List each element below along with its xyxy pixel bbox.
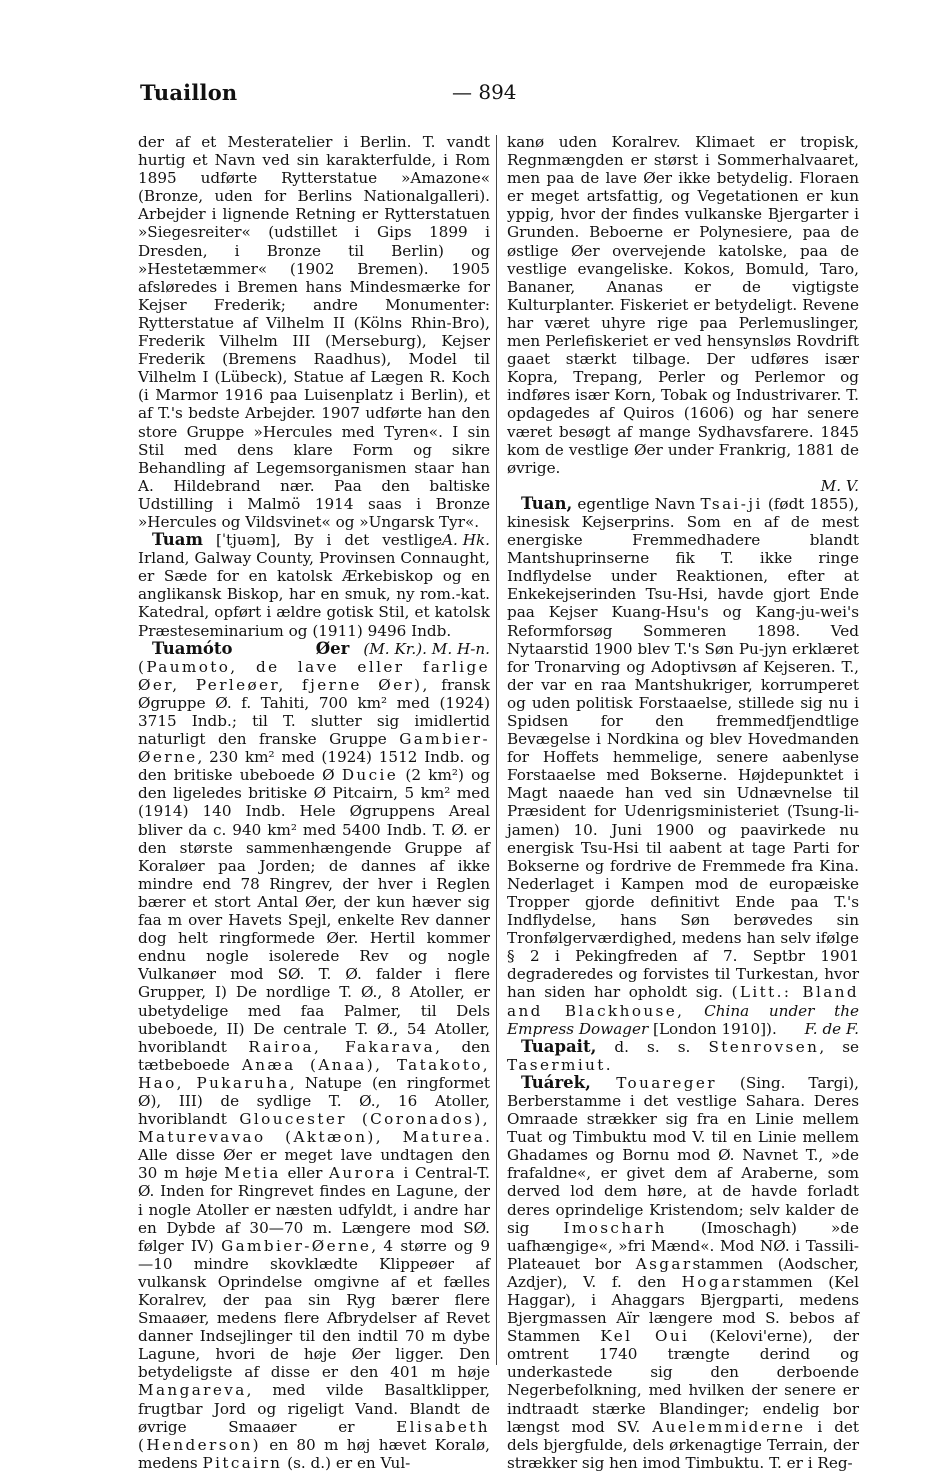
spaced-name: Aurora: [329, 1164, 397, 1183]
spaced-name: Gambier-Øerne: [221, 1236, 372, 1255]
entry-headword: Tuárek,: [521, 1072, 591, 1092]
literature-ref: (Litt.: Bland and Blackhouse,: [507, 983, 860, 1020]
alt-names: Touareger: [590, 1073, 717, 1092]
entry-text: (Kelovi'erne), der omtrent 1740 trængte derind og underkastede sig den derboende Negerbefolkning, med hvilken der senere er indtraadt stærke Blandinger; endelig bor længst mod SV.: [507, 1327, 859, 1436]
entry-text: , 230 km² med (1924) 1512 Indb. og den britiske ubeboede Ø: [138, 748, 490, 785]
entry-signature: M. V.: [820, 476, 859, 495]
spaced-name: Pitcairn: [202, 1453, 283, 1472]
entry-signature: (M. Kr.). M. H-n.: [363, 639, 490, 658]
spaced-name: Kel Oui: [600, 1327, 690, 1346]
spaced-name: Hogar: [681, 1272, 743, 1291]
entry-text: [London 1910]).: [648, 1019, 777, 1038]
spaced-name: Imoscharh: [563, 1218, 667, 1237]
entry-text: stammen (Kel Haggar), i Ahaggars Bjergparti, medens Bjergmassen Aïr længere mod S. bebos af Stammen: [507, 1272, 860, 1346]
entry-text: , den tætbeboede: [138, 1037, 490, 1074]
right-column: [507, 133, 859, 1472]
entry-headword: Tuamóto Øer: [152, 638, 350, 658]
spaced-name: Tsai-ji: [700, 494, 763, 513]
entry-text: (Imoschagh) »de uafhængige«, »fri Mænd«. Mod NØ. i Tassili-Plateauet bor: [507, 1218, 859, 1273]
spaced-name: Elisabeth (Henderson): [138, 1417, 490, 1454]
entry-text: stammen (Aodscher, Azdjer), V. f. den: [507, 1254, 859, 1291]
entry-text: [ˈtjuəm], By i det vestlige Irland, Galway County, Provinsen Connaught, er Sæde for en katolsk Ærkebiskop og en anglikansk Biskop, har en smuk, ny rom.-kat. Katedral, opført i ældre gotisk Stil, et katolsk Præsteseminarium og (1911) 9496 Indb.: [138, 531, 490, 640]
entry-text: .: [605, 1055, 611, 1074]
cross-reference: Stenrovsen: [708, 1037, 820, 1056]
book-title: China under the Empress Dowager: [507, 1001, 860, 1038]
entry-text: i Central-T. Ø. Inden for Ringrevet findes en Lagune, der i nogle Atoller er næsten udfyldt, i andre har en Dybde af 30—70 m. Længere mod SØ. følger IV): [138, 1164, 491, 1255]
cross-reference: Tasermiut: [507, 1055, 606, 1074]
entry-text: egentlige Navn: [572, 494, 701, 513]
spaced-name: Rairoa, Fakarava: [248, 1037, 436, 1056]
entry-text: der af et Mesteratelier i Berlin. T. vandt hurtig et Navn ved sin karakterfulde, i Rom 1895 udførte Rytterstatue »Amazone« (Bronze, uden for Berlins Nationalgalleri). Arbejder i lignende Retning er Rytterstatuen »Siegesreiter« (udstillet i Gips 1899 i Dresden, i Bronze til Berlin) og »Hestetæmmer« (1902 Bremen). 1905 afsløredes i Bremen hans Mindesmærke for Kejser Frederik; andre Monumenter: Rytterstatue af Vilhelm II (Kölns Rhin-Bro), Frederik Vilhelm III (Merseburg), Kejser Frederik (Bremens Raadhus), Model til Vilhelm I (Lübeck), Statue af Lægen R. Koch (i Marmor 1916 paa Luisenplatz i Berlin), et af T.'s bedste Arbejder. 1907 udførte han den store Gruppe »Hercules med Tyren«. I sin Stil med dens klare Form og sikre Behandling af Legemsorganismen staar han A. Hildebrand nær. Paa den baltiske Udstilling i Malmö 1914 saas i Bronze »Hercules og Vildsvinet« og »Ungarsk Tyr«.: [138, 133, 490, 531]
entry-text: (født 1855), kinesisk Kejserprins. Som en af de mest energiske Fremmedhadere blandt Mantshuprinserne fik T. ikke ringe Indflydelse under Reaktionen, efter at Enkekejserinden Tsu-Hsi, havde gjort Ende paa Kejser Kuang-Hsu's og Kang-ju-wei's Reformforsøg Sommeren 1898. Ved Nytaarstid 1900 blev T.'s Søn Pu-jyn erklæret for Tronarving og Adoptivsøn af Kejseren. T., der var en raa Mantshukriger, korrumperet og uden politisk Forstaaelse, stillede sig nu i Spidsen for den fremmedfjendtlige Bevægelse i Nordkina og blev Hovedmanden for Hoffets hemmelige, senere aabenlyse Forstaaelse med Bokserne. Højdepunktet i Magt naaede han ved sin Udnævnelse til Præsident for Udenrigsministeriet (Tsung-li-jamen) 10. Juni 1900 og paavirkede nu energisk Tsu-Hsi til aabent at tage Parti for Bokserne og fordrive de Fremmede fra Kina. Nederlaget i Kampen mod de europæiske Tropper gjorde definitivt Ende paa T.'s Indflydelse, hans Søn berøvedes sin Tronfølgerværdighed, medens han selv ifølge § 2 i Pekingfreden af 7. Septbr 1901 degraderedes og forvistes til Turkestan, hvor han siden har opholdt sig.: [507, 494, 859, 1002]
spaced-name: Ducie: [341, 766, 399, 785]
entry-tuamoto-continued: [507, 133, 859, 495]
entry-text: kanø uden Koralrev. Klimaet er tropisk, Regnmængden er størst i Sommerhalvaaret, men paa de lave Øer ikke betydelig. Floraen er meget artsfattig, og Vegetationen er kun yppig, hvor der findes vulkanske Bjergarter i Grunden. Beboerne er Polynesiere, paa de østlige Øer overvejende katolske, paa de vestlige evangeliske. Kokos, Bomuld, Taro, Bananer, Ananas er de vigtigste Kulturplanter. Fiskeriet er betydeligt. Revene har været uhyre rige paa Perlemuslinger, men Perlefiskeriet er ved hensynsløs Rovdrift gaaet stærkt tilbage. Der udføres især Kopra, Trepang, Perler og Perlemor og indføres især Korn, Tobak og Industrivarer. T. opdagedes af Quiros (1606) og har senere været besøgt af mange Sydhavsfarere. 1845 kom de vestlige Øer under Frankrig, 1881 de øvrige.: [507, 133, 859, 477]
running-head-word: Tuaillon: [140, 80, 238, 105]
spaced-name: Asgar: [635, 1254, 693, 1273]
alt-names: (Paumoto, de lave eller farlige Øer, Perleøer, fjerne Øer): [138, 657, 490, 694]
entry-text: , se: [819, 1037, 860, 1056]
entry-text: (2 km²) og den ligeledes britiske Ø Pitcairn, 5 km² med (1914) 140 Indb. Hele Øgruppens Areal bliver da c. 940 km² med 5400 Indb. T. Ø. er den største sammenhængende Gruppe af Koraløer paa Jorden; de dannes af ikke mindre end 78 Ringrev, der hver i Reglen bærer et stort Antal Øer, der kun hæver sig faa m over Havets Spejl, enkelte Rev danner dog helt ringformede Øer. Hertil kommer endnu nogle isolerede Rev og nogle Vulkanøer mod SØ. T. Ø. falder i flere Grupper, I) De nordlige T. Ø., 8 Atoller, er ubetydelige med faa Palmer, til Dels ubeboede, II) De centrale T. Ø., 54 Atoller, hvoriblandt: [138, 766, 490, 1056]
entry-headword: Tuan,: [521, 493, 573, 513]
entry-headword: Tuapait,: [521, 1036, 597, 1056]
spaced-name: Mangareva: [138, 1381, 247, 1400]
entry-tuan: [507, 495, 859, 1038]
entry-text: , fransk Øgruppe Ø. f. Tahiti, 700 km² med (1924) 3715 Indb.; til T. slutter sig imidlertid naturligt den franske Gruppe: [138, 675, 491, 749]
page-number: — 894: [452, 80, 517, 104]
entry-text: d. s. s.: [596, 1037, 709, 1056]
spaced-name: Gloucester (Coronados), Maturevavao (Aktæon), Maturea: [138, 1110, 490, 1147]
entry-signature: A. Hk.: [442, 531, 490, 550]
left-column: [138, 133, 490, 1472]
entry-tuarek: [507, 1074, 859, 1472]
spaced-name: Anæa (Anaa), Tatakoto, Hao, Pukaruha: [138, 1055, 490, 1092]
entry-text: en 80 m høj hævet Koralø, medens: [138, 1435, 490, 1472]
entry-text: , med vilde Basaltklipper, frugtbar Jord og rigeligt Vand. Blandt de øvrige Smaaøer er: [138, 1381, 490, 1436]
entry-signature: F. de F.: [804, 1019, 859, 1038]
entry-text: , Natupe (en ringformet Ø), III) de sydlige T. Ø., 16 Atoller, hvoriblandt: [138, 1073, 490, 1129]
entry-text: , 4 større og 9—10 mindre skovklædte Klippeøer af vulkansk Oprindelse omgivne af et fælles Koralrev, der paa sin Ryg bærer flere Smaaøer, medens flere Afbrydelser af Revet danner Indsejlinger til den indtil 70 m dybe Lagune, hvori de høje Øer ligger. Den betydeligste af disse er den 401 m høje: [138, 1236, 490, 1382]
entry-text: (Sing. Targi), Berberstamme i det vestlige Sahara. Deres Omraade strækker sig fra en Linie mellem Tuat og Timbuktu mod V. til en Linie mellem Ghadames og Bornu mod Ø. Navnet T., »de frafaldne«, er givet dem af Araberne, som derved lod dem høre, at de havde forladt deres oprindelige Kristendom; selv kalder de sig: [507, 1073, 859, 1237]
spaced-name: Metia: [224, 1164, 281, 1183]
entry-text: (s. d.) er en Vul-: [282, 1453, 411, 1472]
entry-tuamoto: [138, 640, 490, 1472]
spaced-name: Gambier-Øerne: [138, 730, 490, 767]
column-divider: [496, 135, 497, 1365]
spaced-name: Auelemmiderne: [652, 1417, 806, 1436]
entry-text: i det dels bjergfulde, dels ørkenagtige Terrain, der strækker sig hen imod Timbuktu. T. er i Reg-: [507, 1417, 860, 1472]
entry-headword: Tuam: [152, 530, 203, 550]
entry-text: . Alle disse Øer er meget lave undtagen den 30 m høje: [138, 1128, 490, 1183]
entry-text: eller: [280, 1164, 330, 1183]
entry-tuapait: [507, 1038, 859, 1074]
